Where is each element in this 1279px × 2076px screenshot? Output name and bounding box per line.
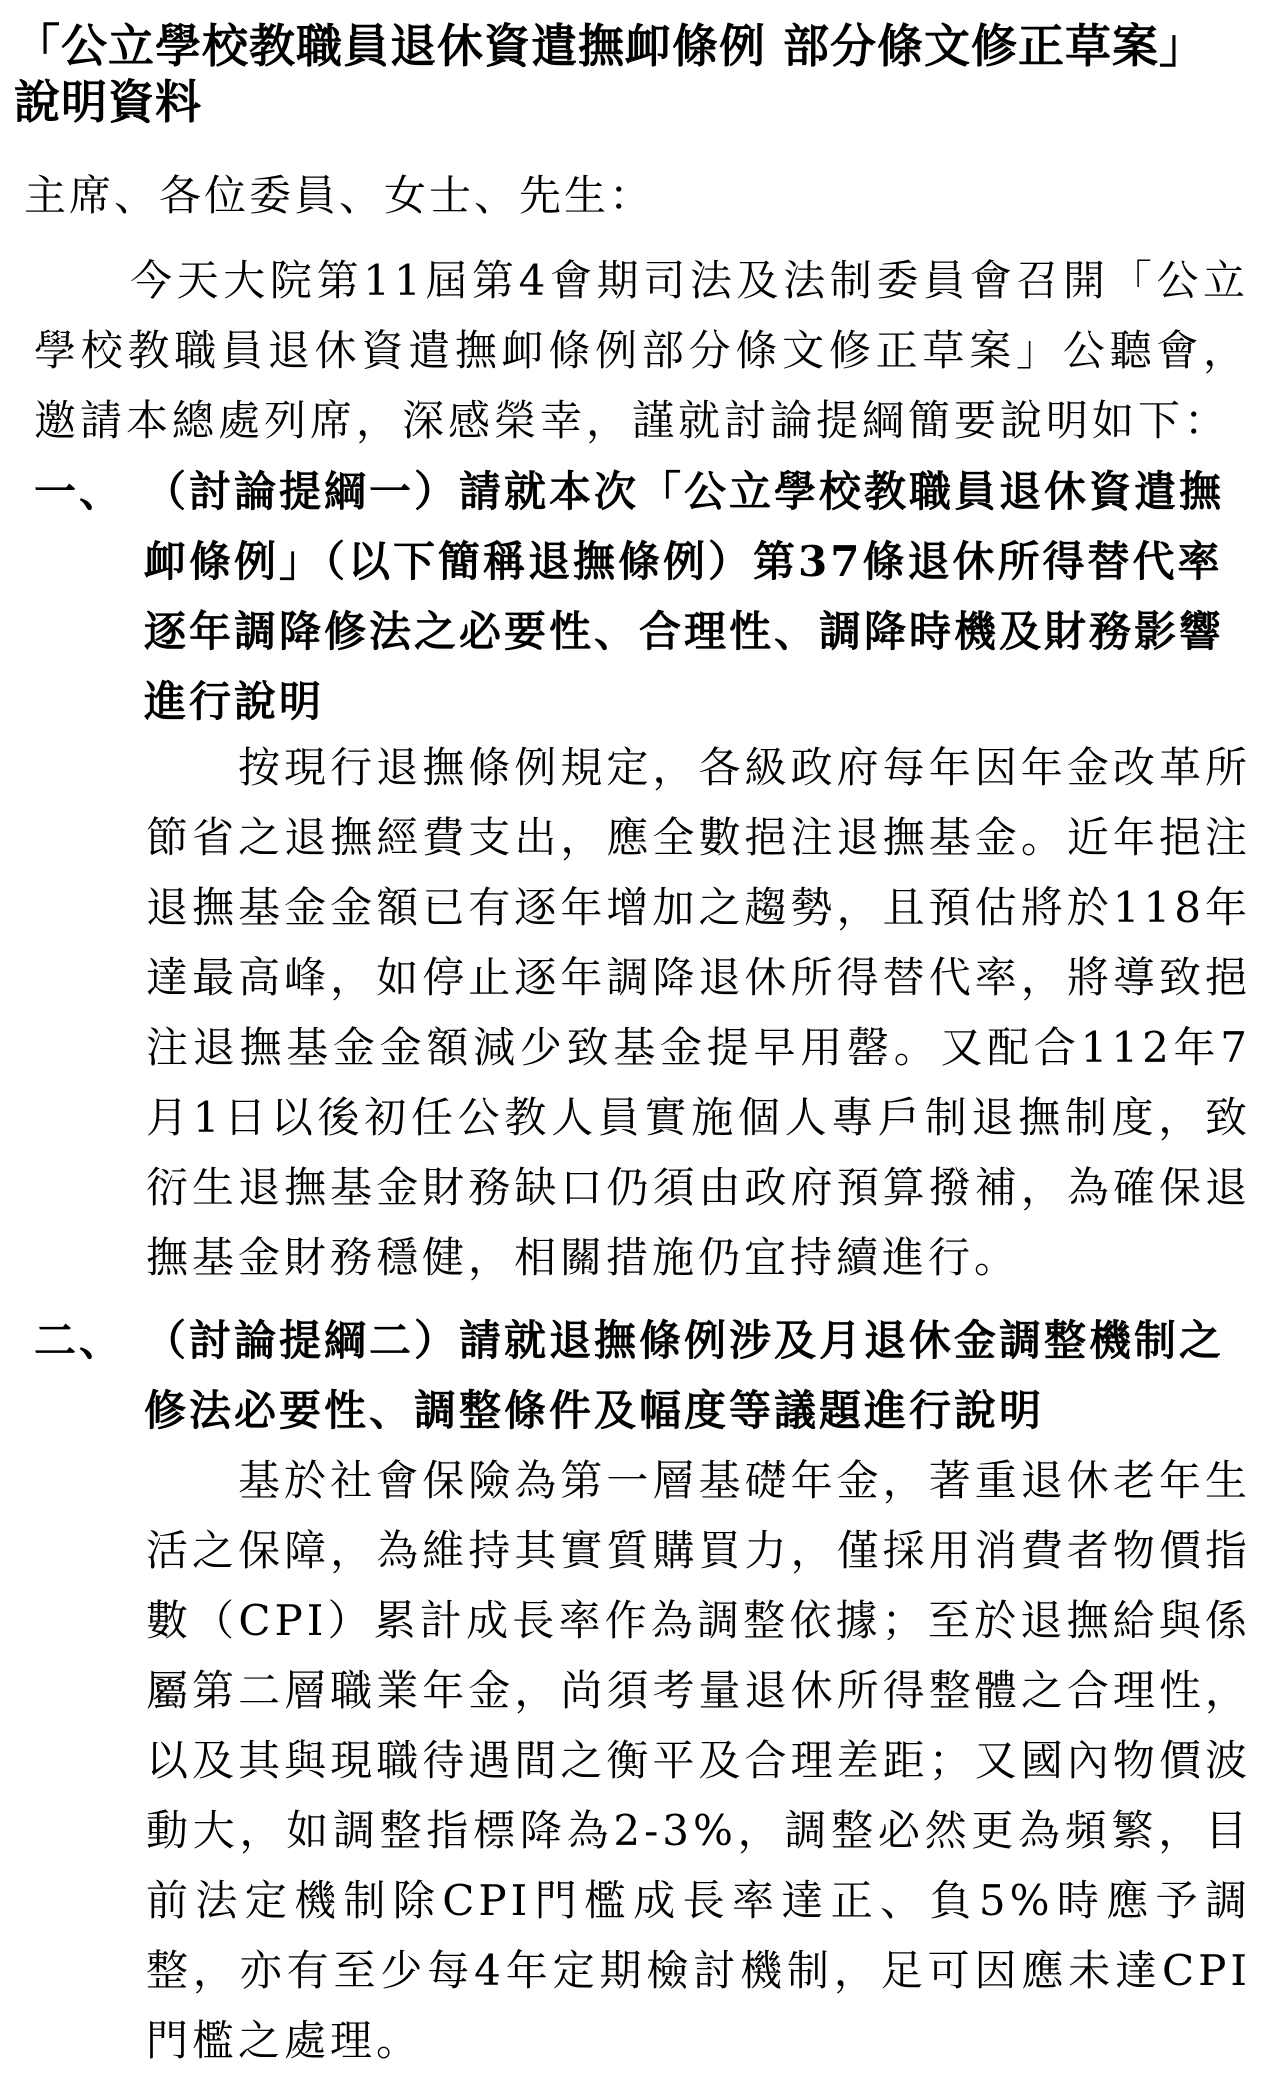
intro-paragraph: 今天大院第11屆第4會期司法及法制委員會召開「公立學校教職員退休資遣撫卹條例部分條文修正草案」公聽會，邀請本總處列席，深感榮幸，謹就討論提綱簡要說明如下： (34, 256, 1249, 445)
section-2-body: 基於社會保險為第一層基礎年金，著重退休老年生活之保障，為維持其實質購買力，僅採用消費者物價指數（CPI）累計成長率作為調整依據；至於退撫給與係屬第二層職業年金，尚須考量退休所得整體之合理性，以及其與現職待遇間之衡平及合理差距；又國內物價波動大，如調整指標降為2-3%，調整必然更為頻繁，目前法定機制除CPI門檻成長率達正、負5%時應予調整，亦有至少每4年定期檢討機制，足可因應未達CPI門檻之處理。 (146, 1456, 1251, 2065)
section-1-body: 按現行退撫條例規定，各級政府每年因年金改革所節省之退撫經費支出，應全數挹注退撫基金。近年挹注退撫基金金額已有逐年增加之趨勢，且預估將於118年達最高峰，如停止逐年調降退休所得替代率，將導致挹注退撫基金金額減少致基金提早用罄。又配合112年7月1日以後初任公教人員實施個人專戶制退撫制度，致衍生退撫基金財務缺口仍須由政府預算撥補，為確保退撫基金財務穩健，相關措施仍宜持續進行。 (146, 743, 1251, 1282)
section-1-number: 一、 (34, 467, 125, 516)
section-2-heading-text: （討論提綱二）請就退撫條例涉及月退休金調整機制之修法必要性、調整條件及幅度等議題進行說明 (144, 1316, 1225, 1435)
section-2-number: 二、 (34, 1316, 125, 1365)
document-title (14, 18, 1264, 130)
section-2-heading (34, 1306, 1254, 1446)
section-1-heading-text: （討論提綱一）請就本次「公立學校教職員退休資遣撫卹條例」（以下簡稱退撫條例）第37條退休所得替代率逐年調降修法之必要性、合理性、調降時機及財務影響進行說明 (144, 467, 1225, 726)
title-line-1: 「公立學校教職員退休資遣撫卹條例 部分條文修正草案」 (14, 19, 1207, 73)
salutation: 主席、各位委員、女士、先生： (24, 171, 655, 220)
title-line-2: 說明資料 (14, 75, 202, 129)
section-1-heading (34, 457, 1254, 737)
